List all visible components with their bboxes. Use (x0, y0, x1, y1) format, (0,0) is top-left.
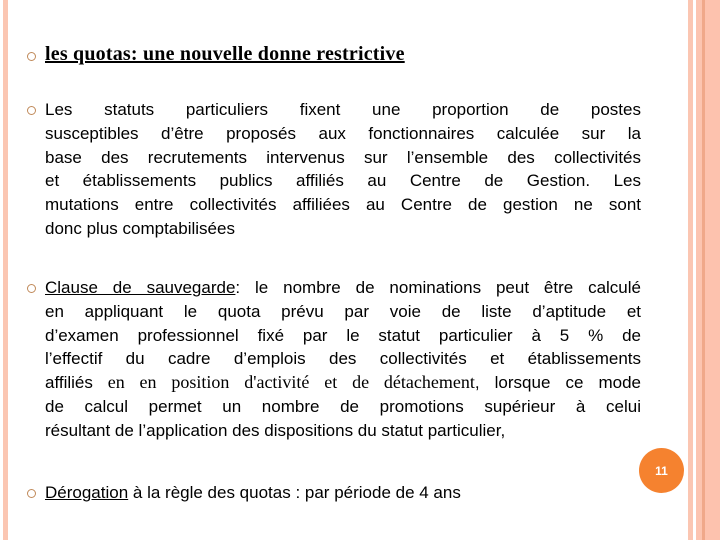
text-line: l’effectif du cadre d’emplois des collectivités et établissements (45, 349, 641, 369)
text-span: , lorsque ce mode (474, 373, 641, 393)
right-border-stripe (705, 0, 720, 540)
paragraph-clause (45, 276, 641, 443)
right-border-stripe (688, 0, 693, 540)
text-span: : le nombre de nominations peut être calculé (235, 278, 641, 297)
text-line: d’examen professionnel fixé par le statut particulier à 5 % de (45, 325, 641, 345)
text-line (45, 481, 641, 505)
text-line: mutations entre collectivités affiliées au Centre de gestion ne sont (45, 195, 641, 215)
text-line: résultant de l’application des dispositions du statut particulier, (45, 420, 506, 440)
clause-heading: Clause de sauvegarde (45, 278, 236, 297)
text-span: en en position d'activité et de détachement (92, 372, 475, 393)
text-line: de calcul permet un nombre de promotions supérieur à celui (45, 396, 641, 416)
text-span: à la règle des quotas : par période de 4 ans (128, 483, 461, 502)
text-line (45, 276, 641, 300)
left-border-stripe (3, 0, 8, 540)
text-line: Les statuts particuliers fixent une proportion de postes (45, 100, 641, 119)
text-span: affiliés (45, 373, 93, 393)
text-line (45, 371, 641, 395)
bullet-icon (27, 284, 36, 293)
text-line: et établissements publics affiliés au Centre de Gestion. Les (45, 171, 641, 191)
text-line: donc plus comptabilisées (45, 218, 235, 238)
text-line: base des recrutements intervenus sur l’ensemble des collectivités (45, 147, 641, 167)
bullet-icon (27, 106, 36, 115)
text-line: susceptibles d’être proposés aux fonctionnaires calculée sur la (45, 123, 641, 143)
bullet-icon (27, 489, 36, 498)
page-number-badge: 11 (639, 448, 684, 493)
slide-title: les quotas: une nouvelle donne restrictive (45, 43, 405, 65)
text-line: en appliquant le quota prévu par voie de liste d’aptitude et (45, 301, 641, 321)
derogation-heading: Dérogation (45, 483, 129, 502)
bullet-icon (27, 52, 36, 61)
paragraph-statuts (45, 98, 641, 241)
paragraph-derogation (45, 481, 641, 505)
